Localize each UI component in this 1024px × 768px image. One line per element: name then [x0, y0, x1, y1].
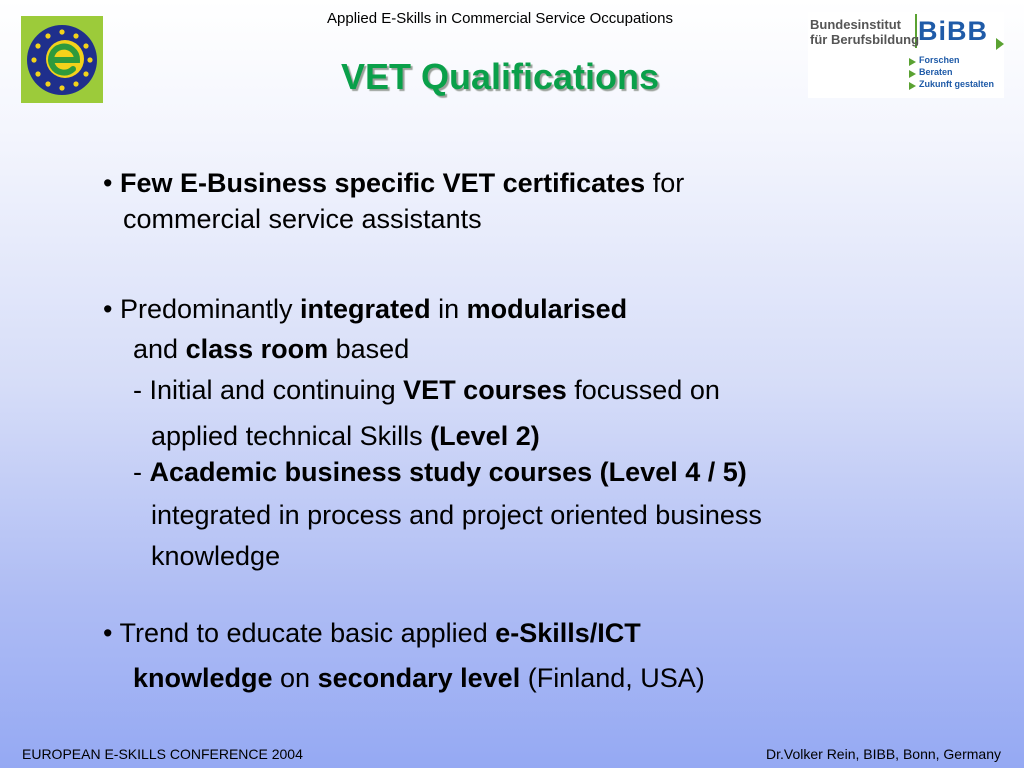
footer-right: Dr.Volker Rein, BIBB, Bonn, Germany	[766, 746, 1001, 762]
bullet-2-line2	[133, 336, 409, 363]
bibb-tag-forschen: Forschen	[919, 55, 960, 65]
footer-left: EUROPEAN E-SKILLS CONFERENCE 2004	[22, 746, 303, 762]
bullet-2-l2-pre: and	[133, 334, 186, 364]
sub-bullet-1-post: focussed on	[566, 375, 720, 405]
bibb-line2: für Berufsbildung	[810, 32, 920, 47]
bullet-3-marker: •	[103, 618, 113, 648]
sub-bullet-2-line2: integrated in process and project oriented business	[151, 500, 762, 530]
bullet-3-post: (Finland, USA)	[520, 663, 705, 693]
sub-bullet-1-pre: - Initial and continuing	[133, 375, 404, 405]
bullet-2-integrated: integrated	[300, 294, 431, 324]
bullet-1-line2: commercial service assistants	[123, 204, 482, 234]
bibb-tag-zukunft: Zukunft gestalten	[919, 79, 995, 89]
bibb-tag-beraten: Beraten	[919, 67, 953, 77]
sub-bullet-1-line1	[133, 377, 720, 404]
bullet-1-bold: Few E-Business specific VET certificates	[119, 168, 646, 198]
bibb-logo	[808, 12, 1004, 98]
sub-bullet-1-line2	[151, 423, 540, 450]
bullet-3-secondary: secondary level	[317, 663, 521, 693]
bullet-3-knowledge: knowledge	[133, 663, 273, 693]
bullet-2-l2-post: based	[328, 334, 410, 364]
bullet-2-classroom: class room	[185, 334, 329, 364]
sub-bullet-1-l2: applied technical Skills	[151, 421, 431, 451]
sub-bullet-2-bold: Academic business study courses (Level 4 / 5)	[149, 457, 747, 487]
bullet-2-line1	[103, 296, 627, 323]
bullet-3-mid: on	[272, 663, 318, 693]
bibb-brand: BiBB	[918, 16, 988, 46]
sub-bullet-1-level: (Level 2)	[430, 421, 540, 451]
eskills-logo	[21, 16, 103, 103]
header-caption: Applied E-Skills in Commercial Service Occupations	[327, 10, 673, 27]
sub-bullet-2-line3: knowledge	[151, 541, 281, 571]
eskills-logo-icon	[21, 16, 103, 103]
bullet-1-marker: •	[103, 168, 113, 198]
bibb-line1: Bundesinstitut	[810, 17, 901, 32]
bullet-3-pre: Trend to educate basic applied	[112, 618, 496, 648]
bullet-2-pre: Predominantly	[112, 294, 301, 324]
bullet-1-line1	[103, 170, 684, 197]
bullet-3-line1	[103, 620, 641, 647]
bullet-3-eskills: e-Skills/ICT	[495, 618, 641, 648]
bullet-3-line2	[133, 665, 705, 692]
page-title: VET Qualifications	[340, 56, 660, 97]
sub-bullet-1-bold: VET courses	[403, 375, 567, 405]
bullet-1-rest: for	[645, 168, 685, 198]
sub-bullet-2-line1	[133, 459, 747, 486]
bullet-2-marker: •	[103, 294, 113, 324]
bullet-2-modularised: modularised	[466, 294, 628, 324]
bullet-2-mid: in	[430, 294, 467, 324]
sub-bullet-2-dash: -	[133, 457, 150, 487]
